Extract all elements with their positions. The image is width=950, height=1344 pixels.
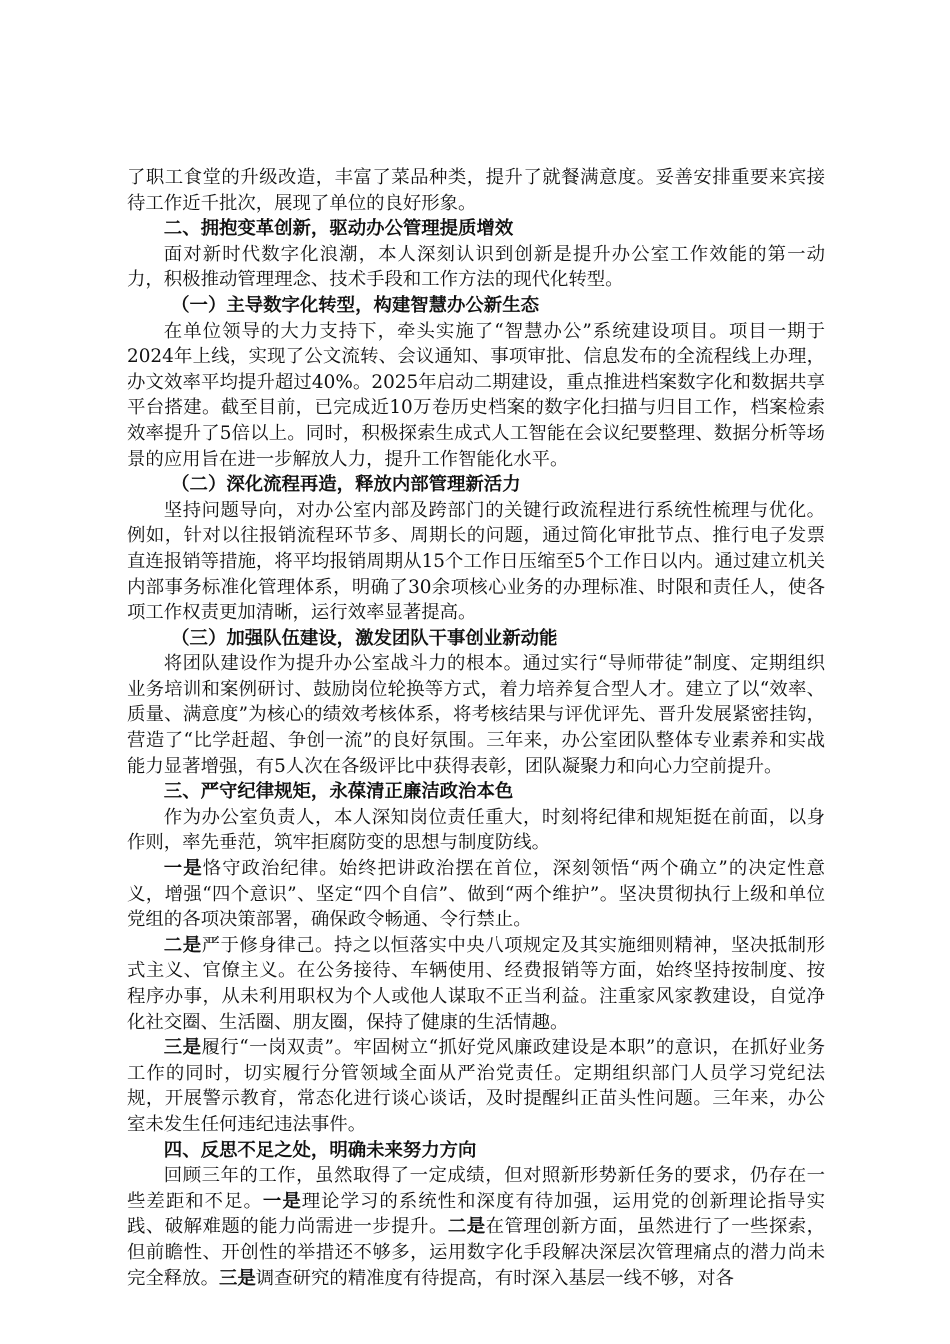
paragraph-section-3-item-3 [127,1035,825,1137]
section-heading-3: 三、严守纪律规矩，永葆清正廉洁政治本色 [163,781,514,803]
paragraph-intro: 了职工食堂的升级改造，丰富了菜品种类，提升了就餐满意度。妥善安排重要来宾接待工作近千批次，展现了单位的良好形象。 [127,167,825,214]
subsection-heading-2-3: （三）加强队伍建设，激发团队干事创业新动能 [171,627,558,649]
paragraph-section-4 [127,1163,825,1291]
item-text: 调查研究的精准度有待提高，有时深入基层一线不够，对各 [255,1267,734,1289]
item-text: 严于修身律己。持之以恒落实中央八项规定及其实施细则精神，坚决抵制形式主义、官僚主义。在公务接待、车辆使用、经费报销等方面，始终坚持按制度、按程序办事，从未利用职权为个人或他人谋取不正当利益。注重家风家教建设，自觉净化社交圈、生活圈、朋友圈，保持了健康的生活情趣。 [127,934,825,1033]
subsection-heading-2-1: （一）主导数字化转型，构建智慧办公新生态 [171,294,539,316]
paragraph-subsection-2-3: 将团队建设作为提升办公室战斗力的根本。通过实行“导师带徒”制度、定期组织业务培训和案例研讨、鼓励岗位轮换等方式，着力培养复合型人才。建立了以“效率、质量、满意度”为核心的绩效考核体系，将考核结果与评优评先、晋升发展紧密挂钩，营造了“比学赶超、争创一流”的良好氛围。三年来，办公室团队整体专业素养和实战能力显著增强，有5人次在各级评比中获得表彰，团队凝聚力和向心力空前提升。 [127,653,825,777]
item-lead: 三是 [163,1037,202,1059]
item-lead: 一是 [163,858,203,880]
subsection-heading-2-2: （二）深化流程再造，释放内部管理新活力 [171,474,521,496]
document-page [127,165,825,1291]
item-lead: 三是 [218,1267,256,1289]
paragraph-section-3: 作为办公室负责人，本人深知岗位责任重大，时刻将纪律和规矩挺在前面，以身作则，率先垂范，筑牢拒腐防变的思想与制度防线。 [127,806,825,854]
item-text: 理论学习的系统性和深度有待加强，运用党的创新理论指导实践、破解难题的能力尚需进一步提升。 [127,1190,825,1238]
section-heading-2: 二、拥抱变革创新，驱动办公管理提质增效 [163,218,514,240]
item-text: 回顾三年的工作，虽然取得了一定成绩，但对照新形势新任务的要求，仍存在一些差距和不足。 [127,1165,825,1212]
item-text: 在管理创新方面，虽然进行了一些探索，但前瞻性、开创性的举措还不够多，运用数字化手段解决深层次管理痛点的潜力尚未完全释放。 [127,1216,825,1289]
item-lead: 二是 [447,1216,486,1238]
paragraph-subsection-2-1: 在单位领导的大力支持下，牵头实施了“智慧办公”系统建设项目。项目一期于2024年上线，实现了公文流转、会议通知、事项审批、信息发布的全流程线上办理，办文效率平均提升超过40%。2025年启动二期建设，重点推进档案数字化和数据共享平台搭建。截至目前，已完成近10万卷历史档案的数字化扫描与归目工作，档案检索效率提升了5倍以上。同时，积极探索生成式人工智能在会议纪要整理、数据分析等场景的应用旨在进一步解放人力，提升工作智能化水平。 [127,320,825,470]
item-lead: 一是 [262,1190,302,1212]
paragraph-section-3-item-1 [127,856,825,933]
item-text: 履行“一岗双责”。牢固树立“抓好党风廉政建设是本职”的意识，在抓好业务工作的同时，切实履行分管领域全面从严治党责任。定期组织部门人员学习党纪法规，开展警示教育，常态化进行谈心谈话，及时提醒纠正苗头性问题。三年来，办公室未发生任何违纪违法事件。 [127,1037,825,1135]
section-heading-4: 四、反思不足之处，明确未来努力方向 [163,1139,477,1161]
paragraph-subsection-2-2: 坚持问题导向，对办公室内部及跨部门的关键行政流程进行系统性梳理与优化。例如，针对以往报销流程环节多、周期长的问题，通过简化审批节点、推行电子发票直连报销等措施，将平均报销周期从15个工作日压缩至5个工作日以内。通过建立机关内部事务标准化管理体系，明确了30余项核心业务的办理标准、时限和责任人，使各项工作权责更加清晰，运行效率显著提高。 [127,499,825,624]
paragraph-section-3-item-2 [127,933,825,1035]
paragraph-section-2: 面对新时代数字化浪潮，本人深刻认识到创新是提升办公室工作效能的第一动力，积极推动管理理念、技术手段和工作方法的现代化转型。 [127,243,825,291]
item-lead: 二是 [163,934,202,956]
item-text: 恪守政治纪律。始终把讲政治摆在首位，深刻领悟“两个确立”的决定性意义，增强“四个意识”、坚定“四个自信”、做到“两个维护”。坚决贯彻执行上级和单位党组的各项决策部署，确保政令畅通、令行禁止。 [127,858,825,931]
